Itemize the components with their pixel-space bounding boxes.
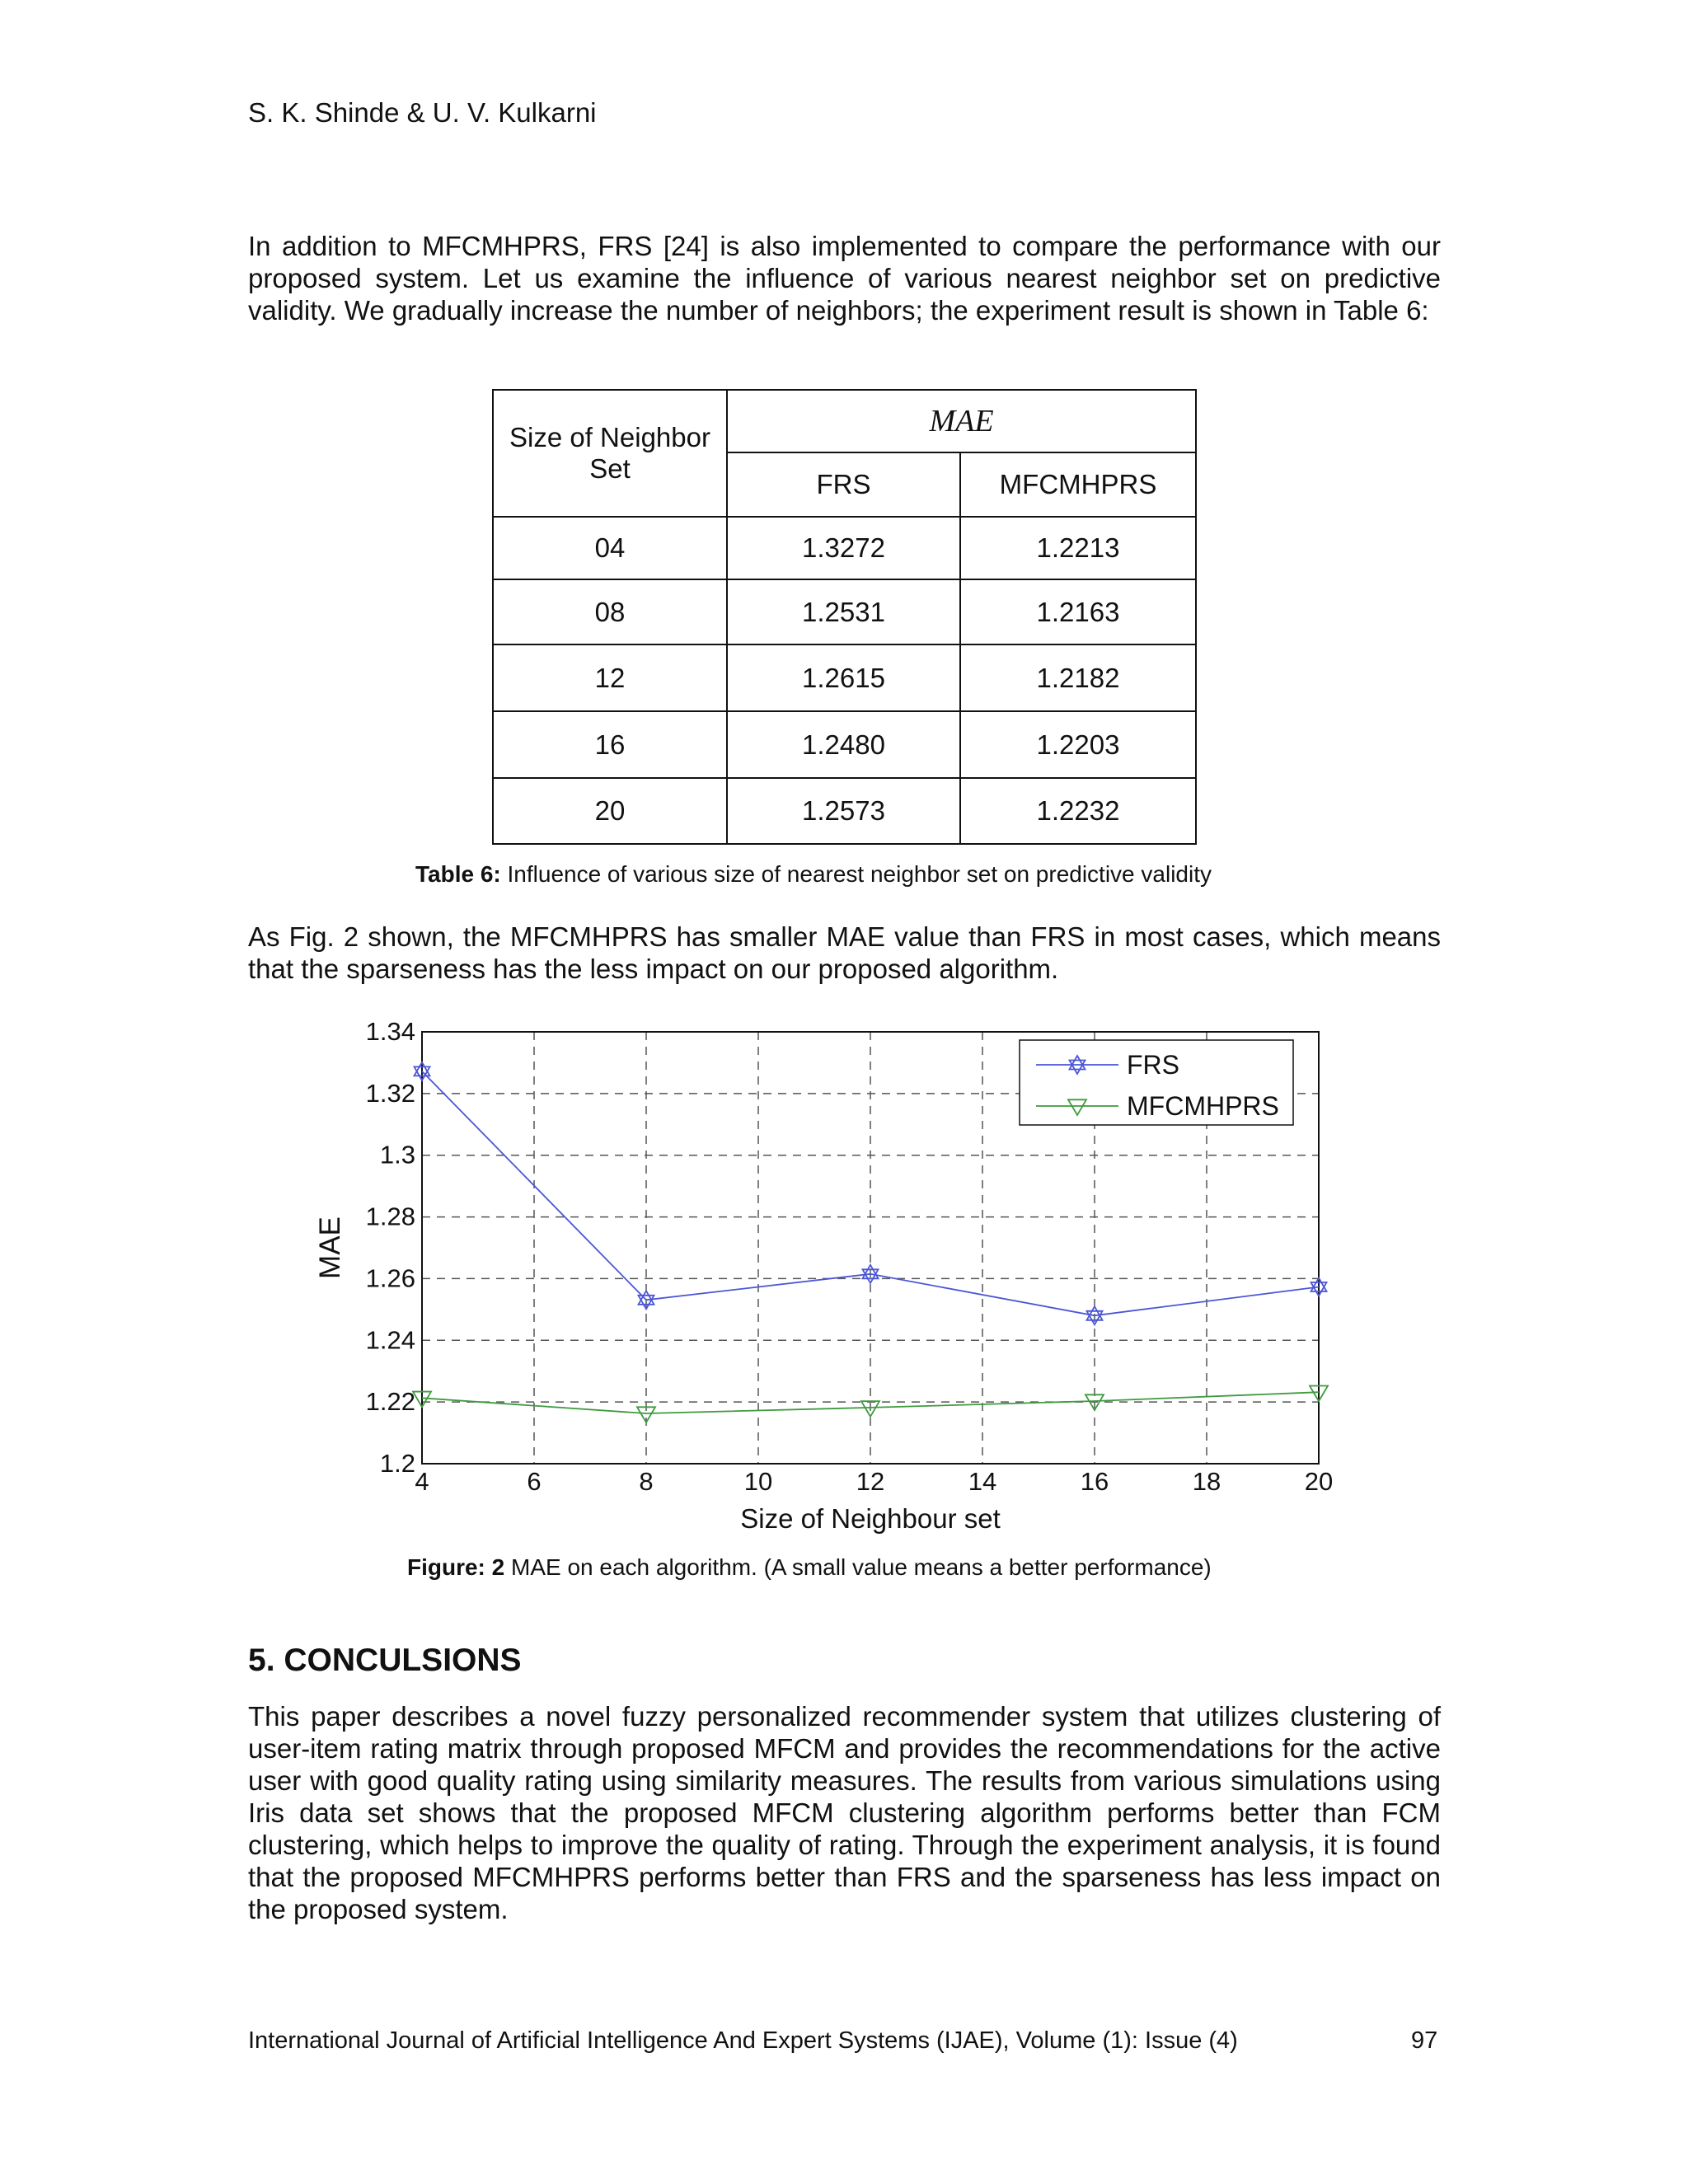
table-header-frs: FRS [727, 452, 960, 517]
x-tick-label: 20 [1304, 1467, 1334, 1496]
y-tick-label: 1.2 [379, 1449, 415, 1478]
table-cell-size: 16 [493, 711, 727, 778]
x-tick-label: 4 [415, 1467, 429, 1496]
table-cell-size: 08 [493, 579, 727, 644]
running-header: S. K. Shinde & U. V. Kulkarni [248, 97, 597, 128]
table-cell-mfcmhprs: 1.2232 [960, 778, 1196, 844]
table-cell-frs: 1.3272 [727, 517, 960, 579]
x-tick-label: 14 [968, 1467, 997, 1496]
intro-paragraph: In addition to MFCMHPRS, FRS [24] is also implemented to compare the performance with our proposed system. Let us examine the influence of various nearest neighbor set on predictive validity. We gradually increase the number of neighbors; the experiment result is shown in Table 6: [248, 231, 1441, 326]
table-cell-frs: 1.2615 [727, 644, 960, 711]
x-tick-label: 6 [527, 1467, 542, 1496]
table-row [493, 644, 1196, 711]
y-tick-label: 1.26 [365, 1263, 415, 1293]
table-cell-mfcmhprs: 1.2182 [960, 644, 1196, 711]
table-row [493, 778, 1196, 844]
table-cell-size: 20 [493, 778, 727, 844]
x-tick-label: 16 [1080, 1467, 1109, 1496]
footer-page-number: 97 [1411, 2027, 1438, 2054]
table-cell-size: 04 [493, 517, 727, 579]
y-tick-label: 1.34 [365, 1017, 415, 1046]
y-tick-label: 1.3 [379, 1140, 415, 1169]
figure-caption-label: Figure: 2 [407, 1554, 505, 1580]
y-tick-label: 1.32 [365, 1078, 415, 1108]
legend-mfcmhprs-label: MFCMHPRS [1127, 1091, 1279, 1121]
table-cell-mfcmhprs: 1.2163 [960, 579, 1196, 644]
conclusions-heading: 5. CONCULSIONS [248, 1643, 522, 1678]
y-axis-label: MAE [314, 1216, 346, 1279]
figure-caption-text: MAE on each algorithm. (A small value means a better performance) [511, 1554, 1212, 1580]
footer-journal: International Journal of Artificial Intelligence And Expert Systems (IJAE), Volume (1): Issue (4) [248, 2027, 1238, 2054]
chart-legend [1020, 1040, 1293, 1125]
y-tick-label: 1.22 [365, 1387, 415, 1417]
mae-table [492, 389, 1197, 845]
mae-line-chart [297, 1001, 1368, 1545]
table-cell-frs: 1.2531 [727, 579, 960, 644]
table-header-mae: MAE [727, 390, 1196, 452]
conclusions-paragraph: This paper describes a novel fuzzy personalized recommender system that utilizes clustering of user-item rating matrix through proposed MFCM and provides the recommendations for the active user with good quality rating using similarity measures. The results from various simulations using Iris data set shows that the proposed MFCM clustering algorithm performs better than FCM clustering, which helps to improve the quality of rating. Through the experiment analysis, it is found that the proposed MFCMHPRS performs better than FRS and the sparseness has less impact on the proposed system. [248, 1701, 1441, 1924]
x-axis-label: Size of Neighbour set [740, 1503, 1001, 1534]
table-row [493, 579, 1196, 644]
legend-frs-label: FRS [1127, 1050, 1179, 1080]
x-tick-label: 12 [856, 1467, 885, 1496]
table-cell-frs: 1.2573 [727, 778, 960, 844]
x-tick-label: 8 [639, 1467, 654, 1496]
table-cell-mfcmhprs: 1.2213 [960, 517, 1196, 579]
table-caption-text: Influence of various size of nearest neighbor set on predictive validity [507, 861, 1212, 887]
table-row [493, 517, 1196, 579]
y-tick-label: 1.24 [365, 1325, 415, 1355]
table-caption [415, 861, 1212, 888]
table-header-neighbor-set: Size of Neighbor Set [493, 390, 727, 517]
table-header-mfcmhprs: MFCMHPRS [960, 452, 1196, 517]
table-cell-mfcmhprs: 1.2203 [960, 711, 1196, 778]
figure-intro-paragraph: As Fig. 2 shown, the MFCMHPRS has smaller MAE value than FRS in most cases, which means that the sparseness has the less impact on our proposed algorithm. [248, 921, 1441, 984]
table-caption-label: Table 6: [415, 861, 501, 887]
table-row [493, 711, 1196, 778]
figure-caption [407, 1554, 1212, 1581]
x-tick-label: 10 [743, 1467, 773, 1496]
x-tick-label: 18 [1192, 1467, 1221, 1496]
table-cell-size: 12 [493, 644, 727, 711]
y-tick-label: 1.28 [365, 1202, 415, 1231]
table-cell-frs: 1.2480 [727, 711, 960, 778]
